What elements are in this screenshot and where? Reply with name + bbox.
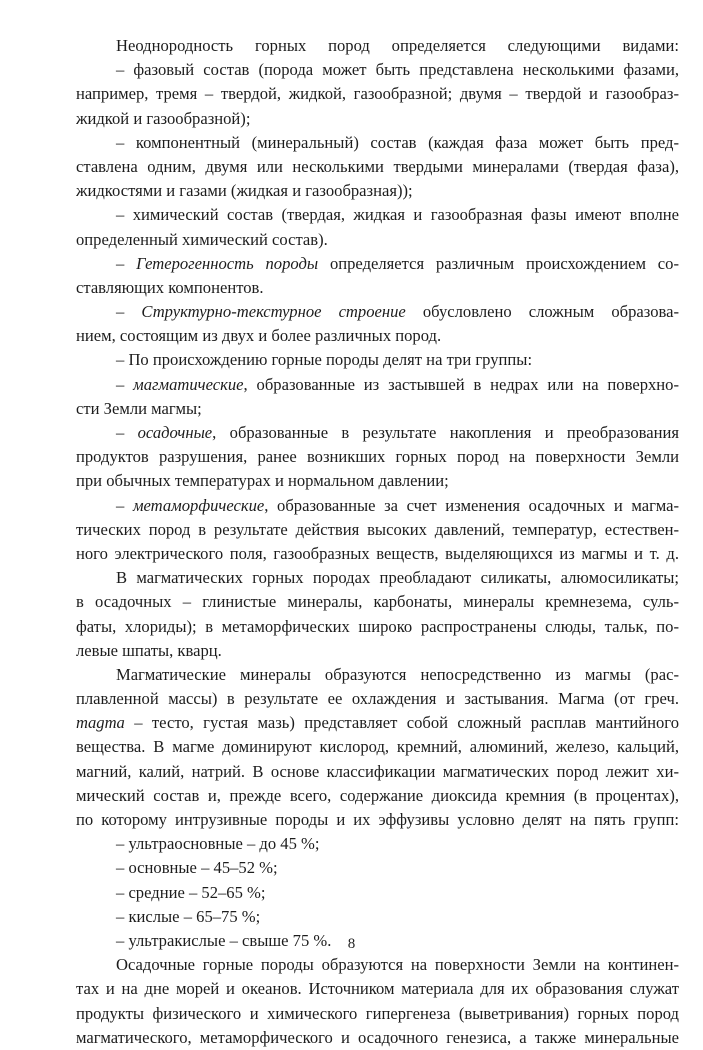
text-line [76,760,679,784]
text-line [76,469,679,493]
text-span: по которому интрузивные породы и их эффузивы условно делят на пять групп: [76,810,679,829]
text-line [76,615,679,639]
text-span: – По происхождению горные породы делят на три группы: [116,350,533,370]
text-span: – кислые – 65–75 %; [116,906,261,926]
text-line [76,58,679,82]
text-line [76,566,679,590]
text-line [76,228,679,252]
text-span: – тесто, густая мазь) представляет собой сложный расплав мантийного [124,713,679,733]
text-span: ставляющих компонентов. [76,277,264,297]
text-line [76,905,679,929]
text-span: , образованные за счет изменения осадочных и магма- [264,495,679,515]
text-span: ного электрического поля, газообразных веществ, выделяющихся из магмы и т. д. [76,543,679,563]
text-span: ставлена одним, двумя или несколькими твердыми минералами (твердая фаза), [76,156,679,176]
text-line [76,784,679,808]
text-line [76,82,679,106]
italic-term: осадочные [137,423,213,442]
text-line [76,953,679,977]
text-span: плавленной массы) в результате ее охлаждения и застывания. Магма (от греч. [76,689,679,709]
text-span: – компонентный (минеральный) состав (каждая фаза может быть пред- [116,132,679,152]
text-span: – [116,253,137,273]
text-span: определенный химический состав). [76,229,328,249]
text-span: – [116,495,133,515]
italic-term: Структурно-текстурное строение [141,302,406,322]
text-span: продуктов разрушения, ранее возникших горных пород на поверхности Земли [76,447,679,467]
text-line [76,179,679,203]
italic-term: метаморфические [132,495,265,515]
text-span: при обычных температурах и нормальном давлении; [76,471,449,491]
text-span: , образованные в результате накопления и преобразования [212,423,679,442]
text-span: тических пород в результате действия высоких давлений, температур, естествен- [76,519,679,539]
text-line [76,252,679,276]
text-line [76,808,679,832]
text-span: магний, калий, натрий. В основе классификации магматических пород лежит хи- [76,761,679,781]
text-span: – средние – 52–65 %; [116,882,266,902]
text-line [76,735,679,759]
text-span: мический состав и, прежде всего, содержание диоксида кремния (в процентах), [76,785,679,805]
text-line [76,832,679,856]
text-line [76,518,679,542]
text-line [76,445,679,469]
text-line [76,155,679,179]
text-span: – основные – 45–52 %; [116,858,278,878]
text-line [76,711,679,735]
text-span: в осадочных – глинистые минералы, карбонаты, минералы кремнезема, суль- [76,592,679,612]
italic-term: Гетерогенность породы [136,253,319,273]
text-span: левые шпаты, кварц. [76,640,222,660]
text-line [76,131,679,155]
text-line [76,324,679,348]
text-line [76,276,679,300]
text-line [76,881,679,905]
text-span: – химический состав (твердая, жидкая и газообразная фазы имеют вполне [116,205,679,225]
text-line [76,34,679,58]
text-span: – [116,302,142,322]
text-line [76,542,679,566]
text-span: например, тремя – твердой, жидкой, газообразной; двумя – твердой и газообраз- [76,84,679,104]
text-span: Неоднородность горных пород определяется следующими видами: [116,36,679,55]
text-span: вещества. В магме доминируют кислород, кремний, алюминий, железо, кальций, [76,737,679,757]
text-line [76,107,679,131]
text-line [76,300,679,324]
text-span: Осадочные горные породы образуются на поверхности Земли на континен- [116,955,679,975]
text-span: жидкой и газообразной); [76,108,251,128]
text-span: – [116,374,134,394]
text-line [76,856,679,880]
italic-term: магматические [133,374,244,394]
text-line [76,977,679,1001]
text-line [76,687,679,711]
text-span: – [116,423,138,442]
text-line [76,373,679,397]
text-span: Магматические минералы образуются непосредственно из магмы (рас- [116,664,679,684]
text-line [76,348,679,372]
text-span: – ультраосновные – до 45 %; [116,834,320,854]
text-span: нием, состоящим из двух и более различных пород. [76,326,442,346]
text-span: определяется различным происхождением со- [318,253,679,273]
page-number: 8 [347,936,356,952]
text-line [76,421,679,445]
text-line [76,1026,679,1050]
text-span: фаты, хлориды); в метаморфических широко распространены слюды, тальк, по- [76,616,679,636]
text-line [76,1002,679,1026]
text-span: магматического, метаморфического и осадочного генезиса, а также минеральные [76,1027,679,1047]
text-line [76,397,679,421]
text-span: В магматических горных породах преобладают силикаты, алюмосиликаты; [116,568,679,588]
text-span: – ультракислые – свыше 75 %. [116,930,332,950]
text-span: тах и на дне морей и океанов. Источником материала для их образования служат [76,979,679,999]
page-body [76,34,679,1050]
text-line [76,203,679,227]
text-span: сти Земли магмы; [76,398,202,418]
text-line [76,590,679,614]
text-line [76,663,679,687]
text-span: обусловлено сложным образова- [405,302,679,322]
text-line [76,639,679,663]
text-span: жидкостями и газами (жидкая и газообразная)); [76,181,413,201]
text-span: , образованные из застывшей в недрах или на поверхно- [243,374,679,394]
text-span: продукты физического и химического гипергенеза (выветривания) горных пород [76,1003,679,1023]
text-line [76,494,679,518]
text-span: – фазовый состав (порода может быть представлена несколькими фазами, [116,60,679,80]
italic-term: magma [76,713,125,733]
